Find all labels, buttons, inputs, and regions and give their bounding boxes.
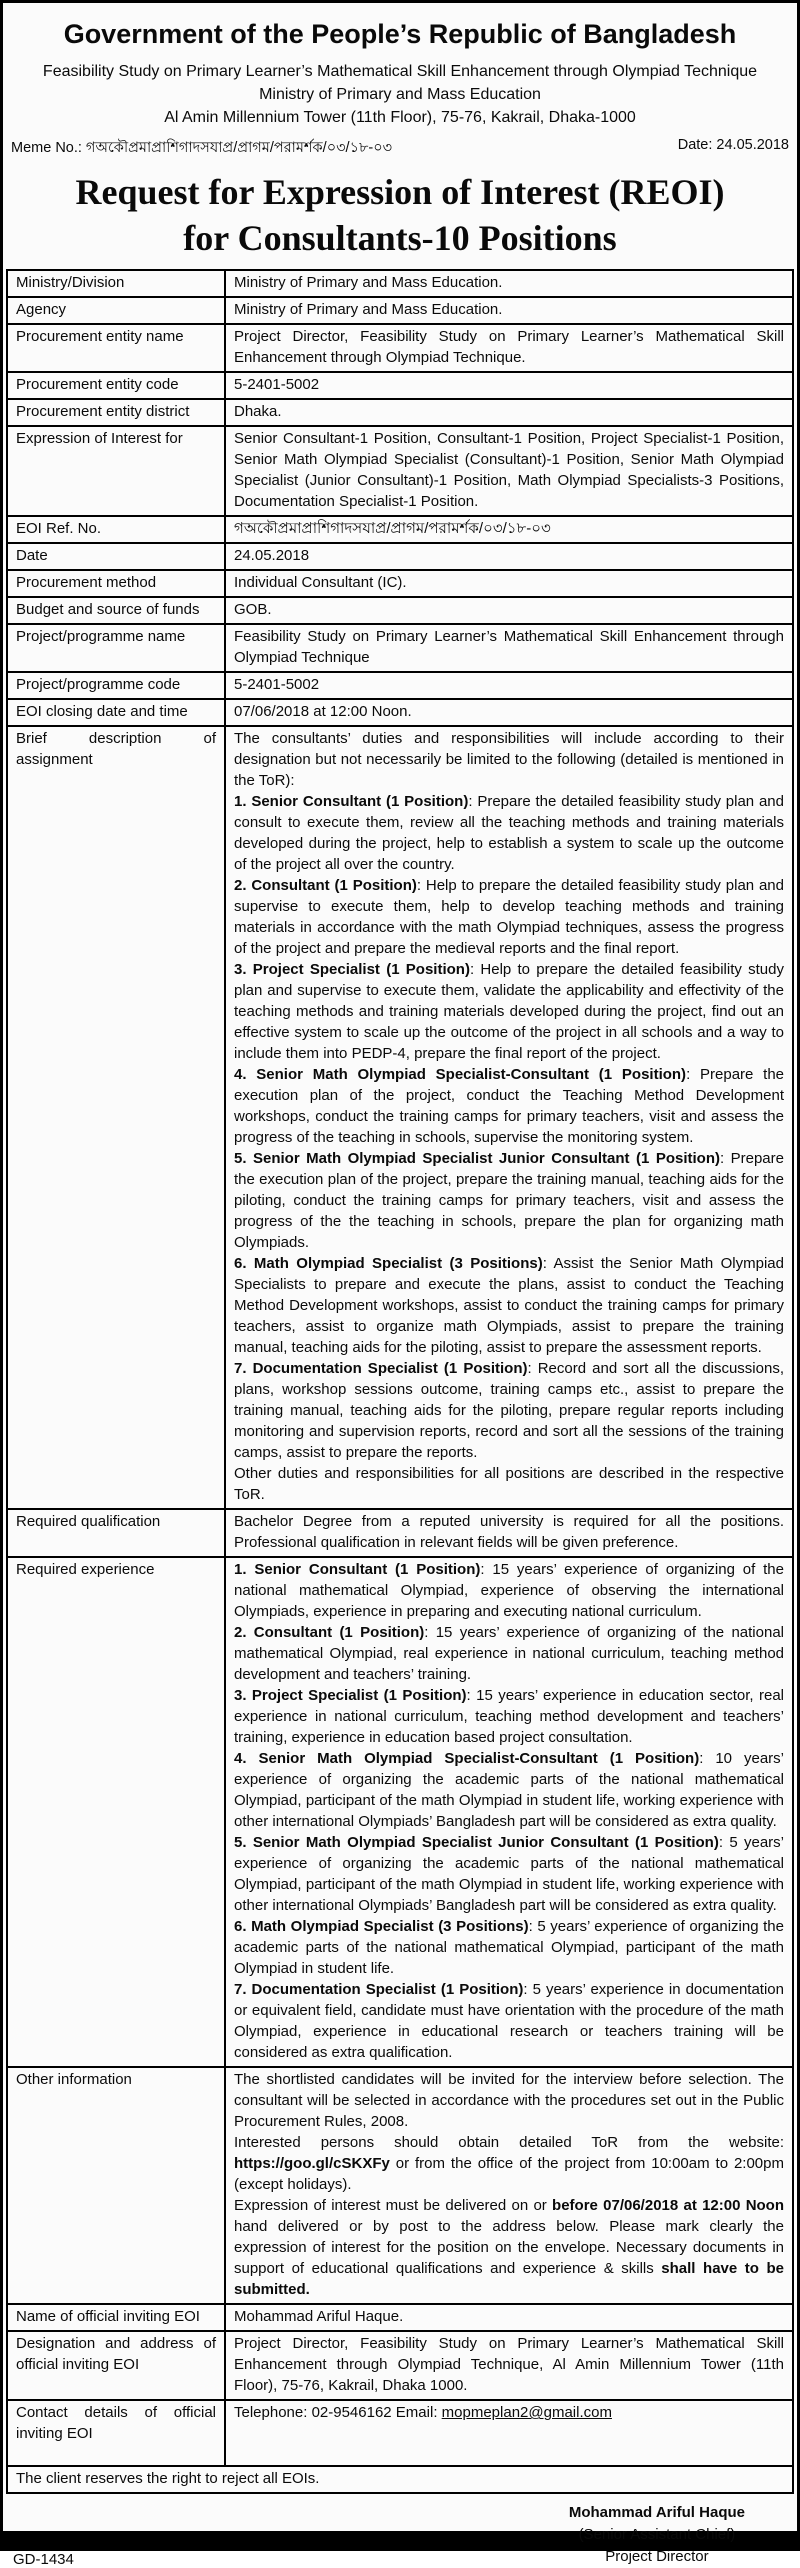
- row-eoi-ref-no: [7, 516, 793, 543]
- memo-label: Meme No.:: [11, 140, 82, 157]
- row-value: Bachelor Degree from a reputed university is required for all the positions. Professional qualification in relevant fields will be given preference.: [225, 1509, 793, 1557]
- row-label: Other information: [7, 2067, 225, 2304]
- row-ministry-division: [7, 270, 793, 297]
- row-project-programme-code: [7, 672, 793, 699]
- reoi-title-line2: for Consultants-10 Positions: [183, 218, 617, 259]
- row-label: Designation and address of official inviting EOI: [7, 2331, 225, 2400]
- row-label: Budget and source of funds: [7, 597, 225, 624]
- row-value: The consultants’ duties and responsibilities will include according to their designation but not necessarily be limited to the following (detailed is mentioned in the ToR): 1. Senior Consultant (1 Position): Prepare the detailed feasibility study plan and consult to execute them, review all the teaching methods and training materials developed during the project, help to establish a system to scale up the outcome of the project all over the country. 2. Consultant (1 Position): Help to prepare the detailed feasibility study plan and supervise to execute them, help to develop teaching methods and training materials in accordance with the math Olympiad techniques, assess the progress of the project and prepare the medieval reports and the final report. 3. Project Specialist (1 Position): Help to prepare the detailed feasibility study plan and supervise to execute them, validate the applicability and effectivity of the teaching methods and training materials developed during the project, find out an effective system to scale up the outcome of the project in all schools and a way to include them into PEDP-4, prepare the final report of the project. 4. Senior Math Olympiad Specialist-Consultant (1 Position): Prepare the execution plan of the project, conduct the Teaching Method Development workshops, conduct the training camps for primary teachers, visit and assess the progress of the teaching in schools, supervise the monitoring system. 5. Senior Math Olympiad Specialist Junior Consultant (1 Position): Prepare the execution plan of the project, prepare the training manual, teaching aids for the piloting, conduct the training camps for primary teachers, visit and assess the progress of the the teaching in schools, prepare the plan for organizing math Olympiads. 6. Math Olympiad Specialist (3 Positions): Assist the Senior Math Olympiad Specialists to prepare and execute the plans, assist to conduct the Teaching Method Development workshops, assist to conduct the training camps for primary teachers, assist to organize math Olympiads, assist to prepare the training manual, teaching aids for the piloting, assist to prepare the assessment reports. 7. Documentation Specialist (1 Position): Record and sort all the discussions, plans, workshop sessions outcome, training camps etc., assist to prepare the training manual, teaching aids for the piloting, prepare regular reports including monitoring and supervision reports, record and sort all the sessions of the training camps, assist to prepare the reports. Other duties and responsibilities for all positions are described in the respective ToR.: [225, 726, 793, 1509]
- row-value: GOB.: [225, 597, 793, 624]
- row-designation-address-official: [7, 2331, 793, 2400]
- row-value: Project Director, Feasibility Study on Primary Learner’s Mathematical Skill Enhancement through Olympiad Technique.: [225, 324, 793, 372]
- row-procurement-entity-code: [7, 372, 793, 399]
- ministry-subtitle: Ministry of Primary and Mass Education: [259, 86, 541, 104]
- row-other-information: [7, 2067, 793, 2304]
- government-title: Government of the People’s Republic of Bangladesh: [63, 19, 737, 49]
- row-label: EOI Ref. No.: [7, 516, 225, 543]
- row-contact-details-official: [7, 2400, 793, 2466]
- address-subtitle: Al Amin Millennium Tower (11th Floor), 75-76, Kakrail, Dhaka-1000: [164, 109, 636, 127]
- memo-ref: গঅকৌপ্রমাপ্রাশিগাদসযাপ্র/প্রাগম/পরামর্শক/০৩/১৮-০৩: [85, 140, 393, 157]
- row-label: Brief description of assignment: [7, 726, 225, 1509]
- row-value: 24.05.2018: [225, 543, 793, 570]
- row-value: Ministry of Primary and Mass Education.: [225, 297, 793, 324]
- row-label: Project/programme name: [7, 624, 225, 672]
- row-eoi-closing-date-time: [7, 699, 793, 726]
- signatory-title-1: (Senior Assistant Chief): [578, 2526, 736, 2544]
- gd-code: GD-1434: [13, 2551, 74, 2568]
- signature-block: [569, 2502, 745, 2568]
- row-label: EOI closing date and time: [7, 699, 225, 726]
- row-label: Procurement entity district: [7, 399, 225, 426]
- row-label: Procurement entity name: [7, 324, 225, 372]
- row-label: Date: [7, 543, 225, 570]
- row-value: 5-2401-5002: [225, 672, 793, 699]
- table-footer-row: [7, 2466, 793, 2493]
- reoi-title: [3, 169, 797, 261]
- row-value: 1. Senior Consultant (1 Position): 15 years’ experience of organizing of the national mathematical Olympiad, experience of observing the international Olympiads, experience in preparing and executing national curriculum. 2. Consultant (1 Position): 15 years’ experience of organizing of the national mathematical Olympiad, real experience in national curriculum, teaching method development and teachers’ training. 3. Project Specialist (1 Position): 15 years’ experience in education sector, real experience in national curriculum, teaching method development and teachers’ training, experience in education based project consultation. 4. Senior Math Olympiad Specialist-Consultant (1 Position): 10 years’ experience of organizing the academic parts of the national mathematical Olympiad, participant of the math Olympiad in student life, working experience with other international Olympiads’ Bangladesh part will be considered as extra quality. 5. Senior Math Olympiad Specialist Junior Consultant (1 Position): 5 years’ experience of organizing the academic parts of the national mathematical Olympiad, participant of the math Olympiad in student life, working experience with other international Olympiads’ Bangladesh part will be considered as extra quality. 6. Math Olympiad Specialist (3 Positions): 5 years’ experience of organizing the academic parts of the national mathematical Olympiad, participant of the math Olympiad in student life. 7. Documentation Specialist (1 Position): 5 years’ experience in documentation or equivalent field, candidate must have orientation with the procedure of the math Olympiad, experience in educational research or teachers training will be considered as extra qualification.: [225, 1557, 793, 2067]
- row-label: Name of official inviting EOI: [7, 2304, 225, 2331]
- reject-note: The client reserves the right to reject all EOIs.: [7, 2466, 793, 2493]
- reoi-table: [6, 269, 794, 2494]
- row-required-qualification: [7, 1509, 793, 1557]
- row-label: Procurement entity code: [7, 372, 225, 399]
- row-label: Expression of Interest for: [7, 426, 225, 516]
- row-required-experience: [7, 1557, 793, 2067]
- document-date: Date: 24.05.2018: [677, 137, 789, 154]
- row-value: Individual Consultant (IC).: [225, 570, 793, 597]
- row-procurement-entity-name: [7, 324, 793, 372]
- row-label: Contact details of official inviting EOI: [7, 2400, 225, 2466]
- row-label: Required experience: [7, 1557, 225, 2067]
- row-value: গঅকৌপ্রমাপ্রাশিগাদসযাপ্র/প্রাগম/পরামর্শক/০৩/১৮-০৩: [225, 516, 793, 543]
- row-value: The shortlisted candidates will be invited for the interview before selection. The consultant will be selected in accordance with the procedures set out in the Public Procurement Rules, 2008. Interested persons should obtain detailed ToR from the website: https://goo.gl/cSKXFy or from the office of the project from 10:00am to 2:00pm (except holidays). Expression of interest must be delivered on or before 07/06/2018 at 12:00 Noon hand delivered or by post to the address below. Please mark clearly the expression of interest for the position on the envelope. Necessary documents in support of educational qualifications and experience & skills shall have to be submitted.: [225, 2067, 793, 2304]
- row-value: Ministry of Primary and Mass Education.: [225, 270, 793, 297]
- row-procurement-method: [7, 570, 793, 597]
- row-value: Feasibility Study on Primary Learner’s Mathematical Skill Enhancement through Olympiad Technique: [225, 624, 793, 672]
- row-budget-source-of-funds: [7, 597, 793, 624]
- row-project-programme-name: [7, 624, 793, 672]
- row-value: Dhaka.: [225, 399, 793, 426]
- row-date: [7, 543, 793, 570]
- row-value: 07/06/2018 at 12:00 Noon.: [225, 699, 793, 726]
- project-subtitle: Feasibility Study on Primary Learner’s Mathematical Skill Enhancement through Olympiad Technique: [42, 63, 758, 81]
- memo-number: [11, 137, 392, 161]
- row-value: Senior Consultant-1 Position, Consultant-1 Position, Project Specialist-1 Position, Senior Math Olympiad Specialist (Consultant)-1 Position, Senior Math Olympiad Specialist (Junior Consultant)-1 Position, Math Olympiad Specialists-3 Positions, Documentation Specialist-1 Position.: [225, 426, 793, 516]
- reoi-title-line1: Request for Expression of Interest (REOI): [75, 172, 725, 213]
- page-footer: [3, 2494, 797, 2568]
- row-procurement-entity-district: [7, 399, 793, 426]
- row-value: Telephone: 02-9546162 Email: mopmeplan2@gmail.com: [225, 2400, 793, 2466]
- row-label: Procurement method: [7, 570, 225, 597]
- row-label: Ministry/Division: [7, 270, 225, 297]
- row-label: Project/programme code: [7, 672, 225, 699]
- row-label: Agency: [7, 297, 225, 324]
- memo-line: [3, 129, 797, 161]
- row-brief-description-of-assignment: [7, 726, 793, 1509]
- row-agency: [7, 297, 793, 324]
- row-label: Required qualification: [7, 1509, 225, 1557]
- row-value: Mohammad Ariful Haque.: [225, 2304, 793, 2331]
- row-value: 5-2401-5002: [225, 372, 793, 399]
- row-name-of-official-inviting-eoi: [7, 2304, 793, 2331]
- row-value: Project Director, Feasibility Study on Primary Learner’s Mathematical Skill Enhancement through Olympiad Technique, Al Amin Millennium Tower (11th Floor), 75-76, Kakrail, Dhaka 1000.: [225, 2331, 793, 2400]
- document-header: [3, 3, 797, 161]
- signatory-name: Mohammad Ariful Haque: [568, 2504, 745, 2522]
- row-expression-of-interest-for: [7, 426, 793, 516]
- signatory-title-2: Project Director: [605, 2548, 709, 2566]
